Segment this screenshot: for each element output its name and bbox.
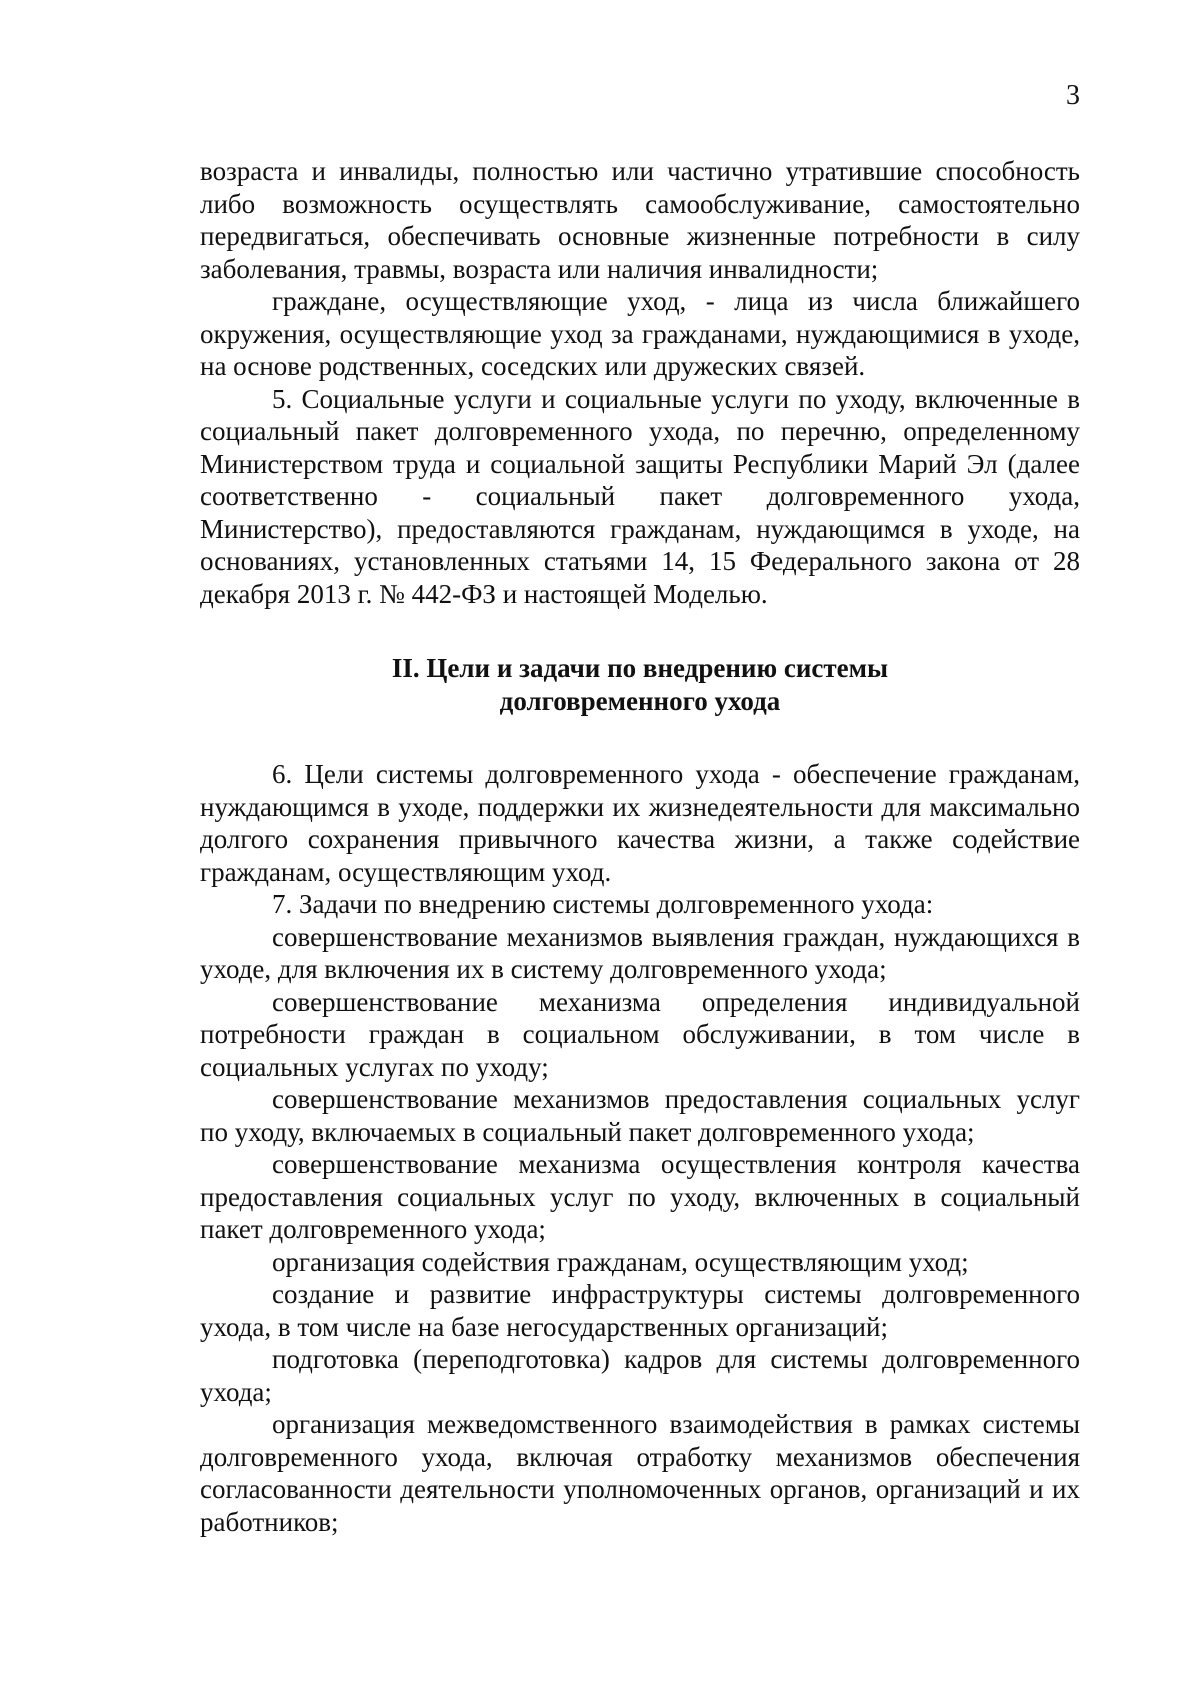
paragraph: возраста и инвалиды, полностью или частично утратившие способность либо возможность осуществлять самообслуживание, самостоятельно передвигаться, обеспечивать основные жизненные потребности в силу заболевания, травмы, возраста или наличия инвалидности;	[200, 156, 1080, 284]
page-number: 3	[1066, 80, 1080, 111]
list-item: создание и развитие инфраструктуры системы долговременного ухода, в том числе на базе негосударственных организаций;	[200, 1279, 1080, 1342]
list-item: подготовка (переподготовка) кадров для системы долговременного ухода;	[200, 1344, 1080, 1407]
paragraph: граждане, осуществляющие уход, - лица из числа ближайшего окружения, осуществляющие уход за гражданами, нуждающимися в уходе, на основе родственных, соседских или дружеских связей.	[200, 286, 1080, 381]
list-item: совершенствование механизма определения индивидуальной потребности граждан в социальном обслуживании, в том числе в социальных услугах по уходу;	[200, 986, 1080, 1082]
paragraph: 5. Социальные услуги и социальные услуги по уходу, включенные в социальный пакет долговременного ухода, по перечню, определенному Министерством труда и социальной защиты Республики Марий Эл (далее соответственно - социальный пакет долговременного ухода, Министерство), предоставляются гражданам, нуждающимся в уходе, на основаниях, установленных статьями 14, 15 Федерального закона от 28 декабря 2013 г. № 442-ФЗ и настоящей Моделью.	[200, 383, 1080, 609]
list-item: совершенствование механизмов предоставления социальных услуг по уходу, включаемых в социальный пакет долговременного ухода;	[200, 1084, 1080, 1147]
section-heading-line: долговременного ухода	[499, 686, 781, 716]
document-body	[200, 155, 1080, 1538]
section-heading	[200, 652, 1080, 718]
list-item: организация межведомственного взаимодействия в рамках системы долговременного ухода, включая отработку механизмов обеспечения согласованности деятельности уполномоченных органов, организаций и их работников;	[200, 1409, 1080, 1537]
list-item: совершенствование механизма осуществления контроля качества предоставления социальных услуг по уходу, включенных в социальный пакет долговременного ухода;	[200, 1149, 1080, 1244]
paragraph: 7. Задачи по внедрению системы долговременного ухода:	[272, 889, 934, 919]
section-heading-line: II. Цели и задачи по внедрению системы	[391, 653, 889, 683]
list-item: организация содействия гражданам, осуществляющим уход;	[272, 1246, 969, 1277]
list-item: совершенствование механизмов выявления граждан, нуждающихся в уходе, для включения их в систему долговременного ухода;	[200, 921, 1080, 984]
paragraph: 6. Цели системы долговременного ухода - обеспечение гражданам, нуждающимся в уходе, поддержки их жизнедеятельности для максимально долгого сохранения привычного качества жизни, а также содействие гражданам, осуществляющим уход.	[200, 759, 1080, 887]
